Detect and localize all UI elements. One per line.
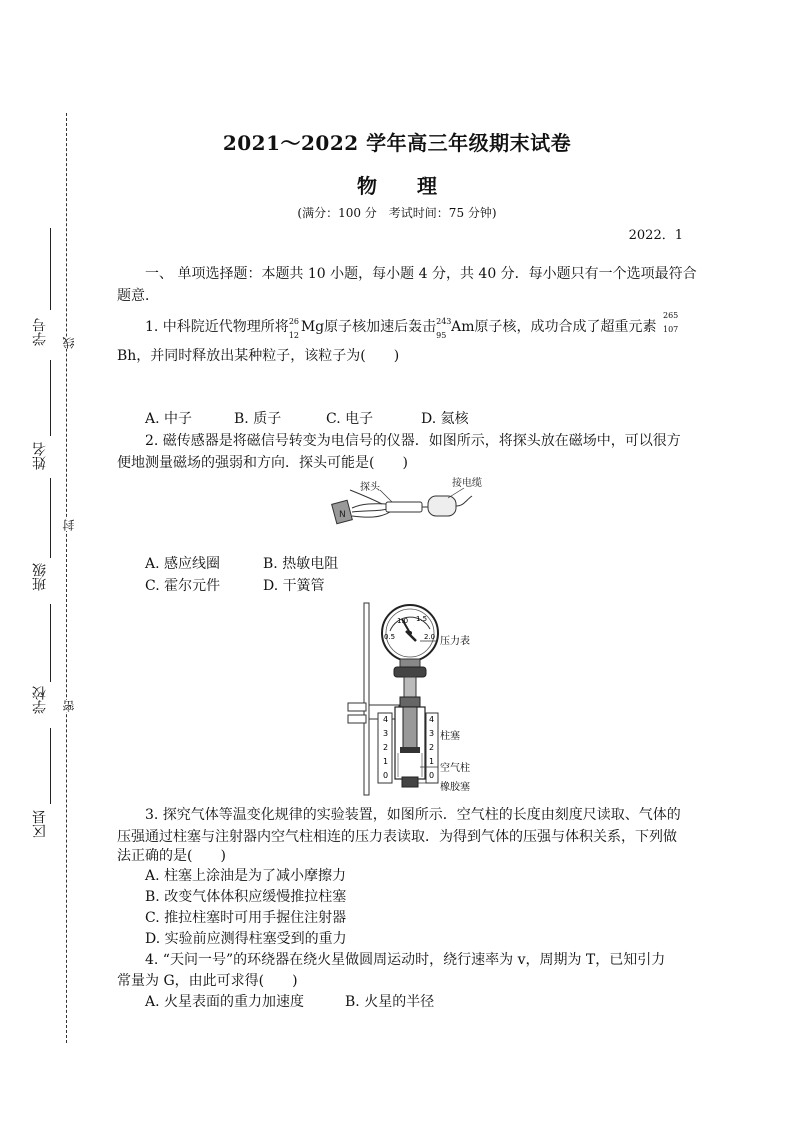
q2-option-b[interactable]: B. 热敏电阻 <box>263 556 339 572</box>
district-blank[interactable] <box>50 728 51 804</box>
student-id-label: 学号 <box>32 318 48 346</box>
q4-options <box>145 991 434 1013</box>
am-nuclide-indices: 243 95 <box>436 317 452 340</box>
q1-options <box>145 408 469 430</box>
syringe-apparatus-figure <box>340 601 490 797</box>
mg-nuclide-indices: 26 12 <box>288 317 299 340</box>
section1-heading-line1: 一、 单项选择题：本题共 10 小题，每小题 4 分，共 40 分．每小题只有一个选项最符合 <box>145 266 697 282</box>
q4-option-b[interactable]: B. 火星的半径 <box>345 994 435 1010</box>
seal-feng-char: 封 <box>62 519 76 531</box>
q3-option-a[interactable]: A. 柱塞上涂油是为了减小摩擦力 <box>145 868 347 884</box>
class-blank[interactable] <box>50 478 51 558</box>
left-scale-1: 1 <box>383 757 389 766</box>
class-label: 班级 <box>32 563 48 591</box>
air-column-label: 空气柱 <box>440 763 470 774</box>
left-scale-4: 4 <box>383 715 389 724</box>
right-scale-4: 4 <box>429 715 435 724</box>
school-label: 学校 <box>32 686 48 714</box>
q2-option-a[interactable]: A. 感应线圈 <box>145 556 221 572</box>
q3-line2: 压强通过柱塞与注射器内空气柱相连的压力表读取．为得到气体的压强与体积关系，下列做 <box>117 829 677 845</box>
right-scale-2: 2 <box>429 743 435 752</box>
name-label: 姓名 <box>32 442 48 470</box>
q2-option-d[interactable]: D. 干簧管 <box>263 578 325 594</box>
q3-line1: 3. 探究气体等温变化规律的实验装置，如图所示．空气柱的长度由刻度尺读取、气体的 <box>145 807 681 823</box>
rubber-stopper-label: 橡胶塞 <box>440 782 470 793</box>
district-label: 区县 <box>32 810 48 838</box>
q3-option-c[interactable]: C. 推拉柱塞时可用手握住注射器 <box>145 910 347 926</box>
q4-option-a[interactable]: A. 火星表面的重力加速度 <box>145 994 305 1010</box>
exam-date: 2022．1 <box>628 228 683 243</box>
gauge-tick-1.0: 1.0 <box>397 617 409 625</box>
q3-option-b[interactable]: B. 改变气体体积应缓慢推拉柱塞 <box>145 889 347 905</box>
q1-line1: 1. 中科院近代物理所将 26 12 Mg原子核加速后轰击 243 95 Am原子核，成功合成了超重元素 <box>145 317 657 340</box>
exam-title: 2021～2022 学年高三年级期末试卷 <box>222 131 572 155</box>
q2-option-c[interactable]: C. 霍尔元件 <box>145 578 221 594</box>
probe-label: 探头 <box>360 482 380 493</box>
q4-line1: 4. “天问一号”的环绕器在绕火星做圆周运动时，绕行速率为 v，周期为 T，已知引力 <box>145 952 666 968</box>
name-blank[interactable] <box>50 360 51 436</box>
right-scale-3: 3 <box>429 729 435 738</box>
section1-heading-line2: 题意． <box>117 288 159 304</box>
q2-line2: 便地测量磁场的强弱和方向．探头可能是( ) <box>117 455 408 471</box>
q2-options-row2 <box>145 575 325 597</box>
gauge-tick-2.0: 2.0 <box>424 633 436 641</box>
seal-line-char: 线 <box>62 337 76 349</box>
left-scale-0: 0 <box>383 771 389 780</box>
left-scale-2: 2 <box>383 743 389 752</box>
gauge-tick-0.5: 0.5 <box>384 633 396 641</box>
school-blank[interactable] <box>50 604 51 682</box>
q1-line2: Bh，并同时释放出某种粒子，该粒子为( ) <box>117 348 400 364</box>
exam-subject: 物 理 <box>357 174 437 198</box>
piston-label: 柱塞 <box>440 731 460 742</box>
q1-option-a[interactable]: A. 中子 <box>145 411 193 427</box>
left-scale-3: 3 <box>383 729 389 738</box>
binding-dashed-line <box>66 113 67 1043</box>
right-scale-0: 0 <box>429 771 435 780</box>
right-scale-1: 1 <box>429 757 435 766</box>
q4-line2: 常量为 G，由此可求得( ) <box>117 973 298 989</box>
seal-mi-char: 密 <box>62 700 76 712</box>
bh-nuclide-indices: 265 107 <box>663 311 679 334</box>
student-id-blank[interactable] <box>50 228 51 310</box>
q1-option-c[interactable]: C. 电子 <box>326 411 374 427</box>
gauge-tick-1.5: 1.5 <box>416 615 428 623</box>
probe-figure <box>330 474 500 530</box>
cable-label: 接电缆 <box>452 478 482 489</box>
q1-option-d[interactable]: D. 氦核 <box>421 411 469 427</box>
q3-option-d[interactable]: D. 实验前应测得柱塞受到的重力 <box>145 931 347 947</box>
q3-line3: 法正确的是( ) <box>117 848 226 864</box>
q2-line1: 2. 磁传感器是将磁信号转变为电信号的仪器．如图所示，将探头放在磁场中，可以很方 <box>145 433 681 449</box>
q2-options-row1 <box>145 553 338 575</box>
q1-option-b[interactable]: B. 质子 <box>234 411 282 427</box>
gauge-label: 压力表 <box>440 636 470 647</box>
magnet-n-label: N <box>339 510 346 520</box>
exam-info: (满分：100 分 考试时间：75 分钟) <box>297 206 497 220</box>
